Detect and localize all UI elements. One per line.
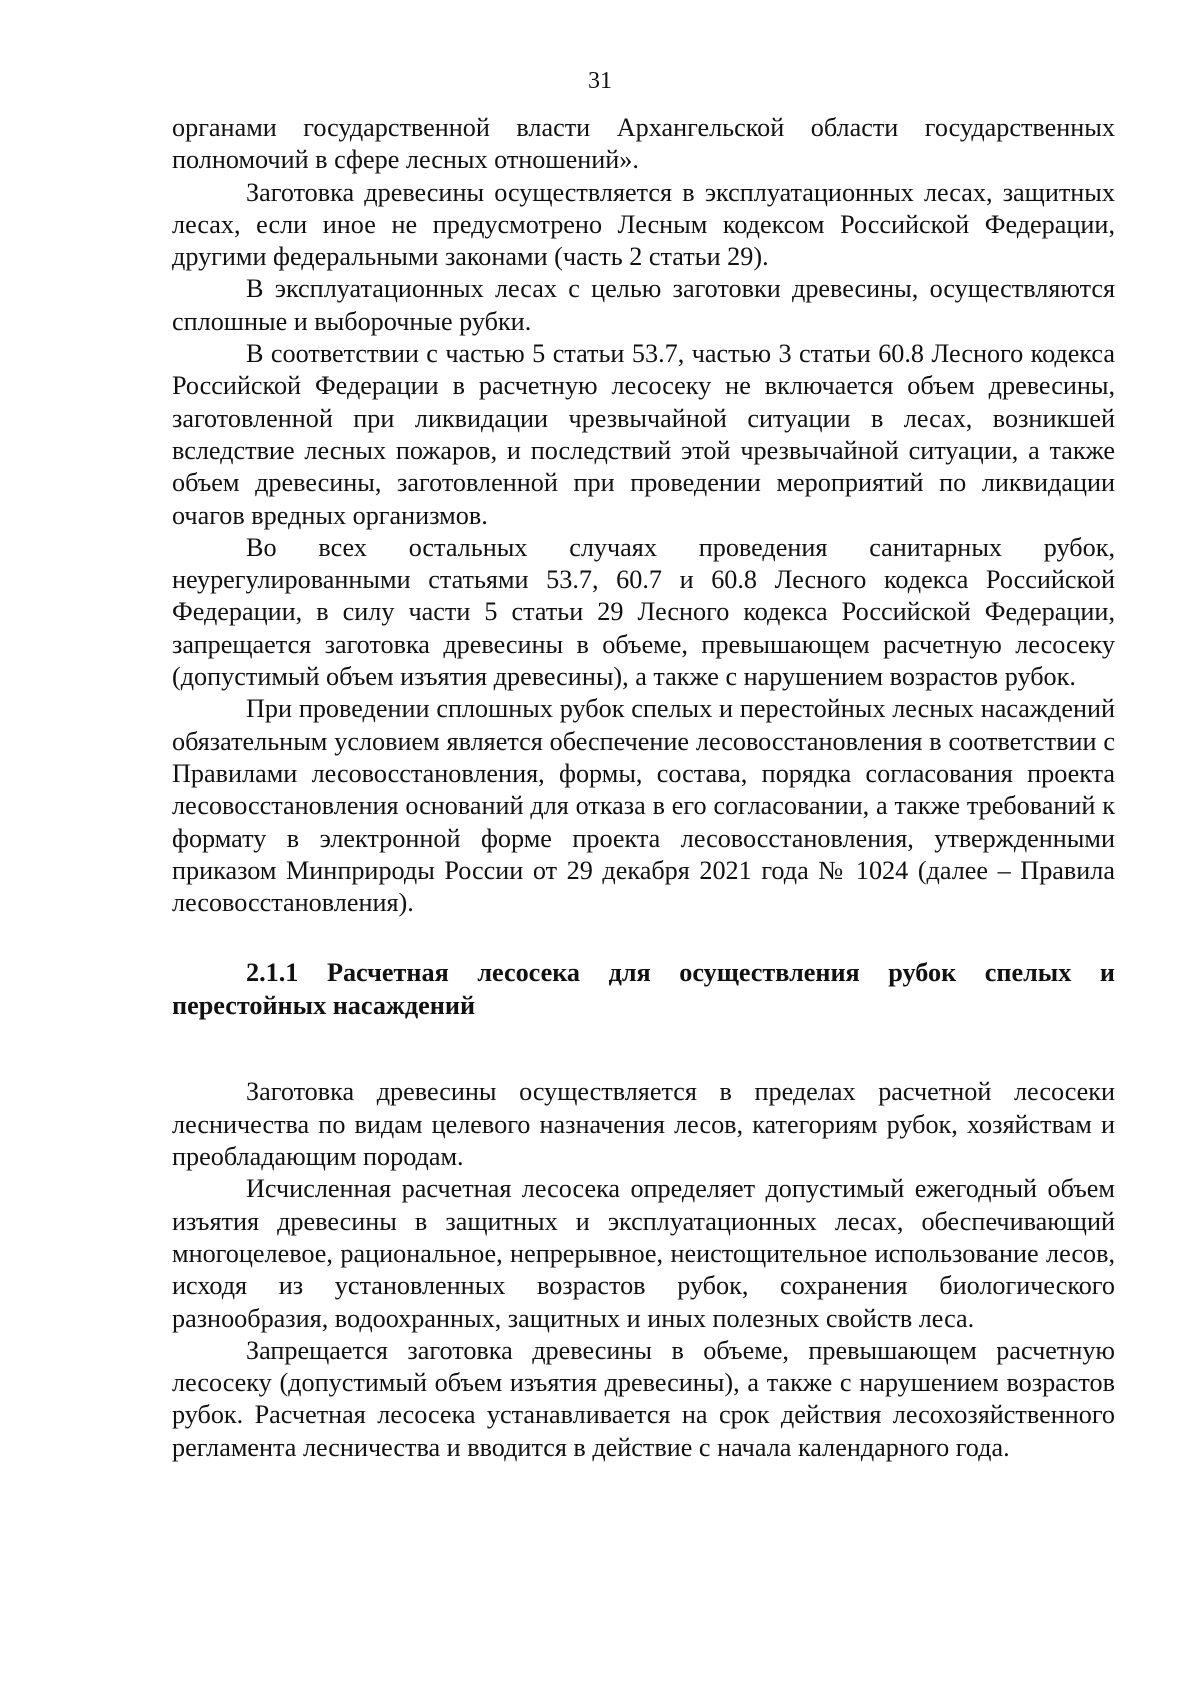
paragraph: В эксплуатационных лесах с целью заготовки древесины, осуществляются сплошные и выборочные рубки. <box>172 274 1115 336</box>
paragraph: Во всех остальных случаях проведения санитарных рубок, неурегулированными статьями 53.7, 60.7 и 60.8 Лесного кодекса Российской Федерации, в силу части 5 статьи 29 Лесного кодекса Российской Федерации, запрещается заготовка древесины в объеме, превышающем расчетную лесосеку (допустимый объем изъятия древесины), а также с нарушением возрастов рубок. <box>172 532 1115 692</box>
paragraph: органами государственной власти Архангельской области государственных полномочий в сфере лесных отношений». <box>172 113 1115 175</box>
paragraph: Заготовка древесины осуществляется в пределах расчетной лесосеки лесничества по видам целевого назначения лесов, категориям рубок, хозяйствам и преобладающим породам. <box>172 1077 1115 1172</box>
paragraph: Исчисленная расчетная лесосека определяет допустимый ежегодный объем изъятия древесины в защитных и эксплуатационных лесах, обеспечивающий многоцелевое, рациональное, непрерывное, неистощительное использование лесов, исходя из установленных возрастов рубок, сохранения биологического разнообразия, водоохранных, защитных и иных полезных свойств леса. <box>172 1174 1115 1333</box>
paragraph: В соответствии с частью 5 статьи 53.7, частью 3 статьи 60.8 Лесного кодекса Российской Федерации в расчетную лесосеку не включается объем древесины, заготовленной при ликвидации чрезвычайной ситуации в лесах, возникшей вследствие лесных пожаров, и последствий этой чрезвычайной ситуации, а также объем древесины, заготовленной при проведении мероприятий по ликвидации очагов вредных организмов. <box>172 339 1115 530</box>
page-number: 31 <box>588 68 612 94</box>
paragraph: Запрещается заготовка древесины в объеме, превышающем расчетную лесосеку (допустимый объем изъятия древесины), а также с нарушением возрастов рубок. Расчетная лесосека устанавливается на срок действия лесохозяйственного регламента лесничества и вводится в действие с начала календарного года. <box>172 1335 1115 1462</box>
paragraph: При проведении сплошных рубок спелых и перестойных лесных насаждений обязательным условием является обеспечение лесовосстановления в соответствии с Правилами лесовосстановления, формы, состава, порядка согласования проекта лесовосстановления оснований для отказа в его согласовании, а также требований к формату в электронной форме проекта лесовосстановления, утвержденными приказом Минприроды России от 29 декабря 2021 года № 1024 (далее – Правила лесовосстановления). <box>172 694 1115 918</box>
section-heading: 2.1.1 Расчетная лесосека для осуществления рубок спелых и перестойных насаждений <box>172 958 1115 1021</box>
paragraph: Заготовка древесины осуществляется в эксплуатационных лесах, защитных лесах, если иное не предусмотрено Лесным кодексом Российской Федерации, другими федеральными законами (часть 2 статьи 29). <box>172 177 1115 272</box>
page-body <box>172 112 1115 1464</box>
